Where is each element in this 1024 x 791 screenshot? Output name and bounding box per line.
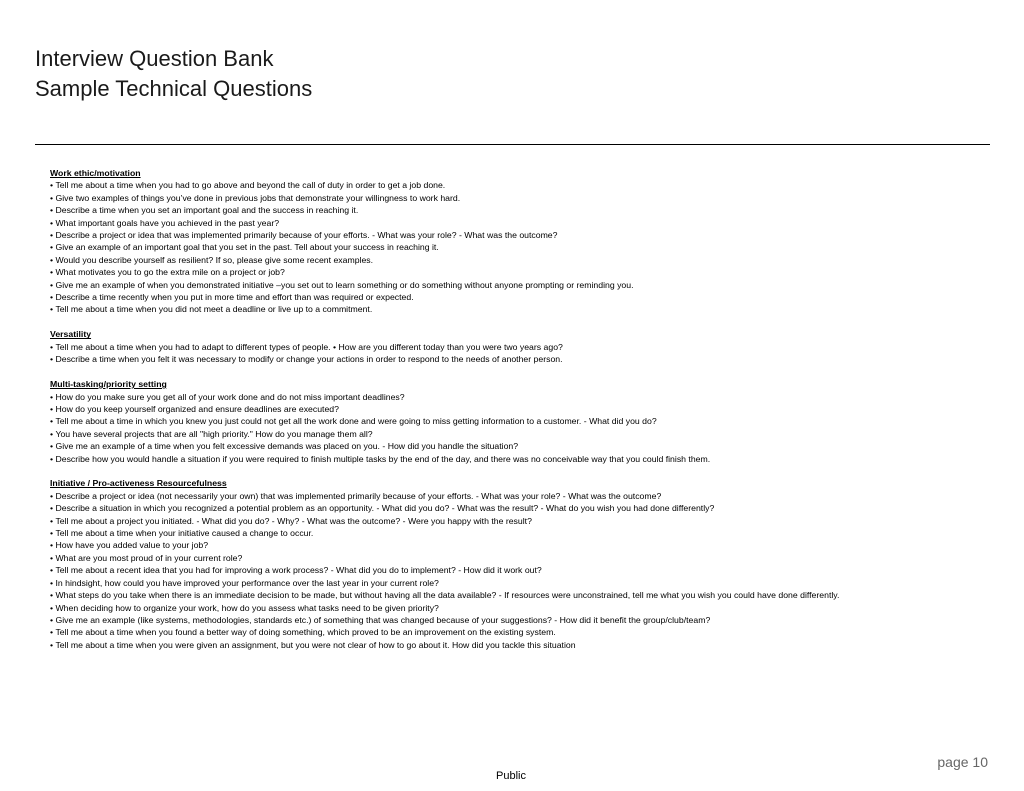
page-subtitle: Sample Technical Questions xyxy=(35,76,313,101)
question-item: • Tell me about a time when you were given an assignment, but you were not clear of how to go about it. How did you tackle this situation xyxy=(50,639,990,651)
section-heading: Multi-tasking/priority setting xyxy=(50,379,167,390)
question-item: • How do you make sure you get all of your work done and do not miss important deadlines? xyxy=(50,391,990,403)
question-item: • How do you keep yourself organized and ensure deadlines are executed? xyxy=(50,403,990,415)
question-item: • Describe how you would handle a situation if you were required to finish multiple tasks by the end of the day, and there was no conceivable way that you could finish them. xyxy=(50,453,990,465)
question-item: • You have several projects that are all "high priority." How do you manage them all? xyxy=(50,428,990,440)
question-item: • Describe a project or idea that was implemented primarily because of your efforts. - What was your role? - What was the outcome? xyxy=(50,229,990,241)
question-item: • Tell me about a project you initiated. - What did you do? - Why? - What was the outcome? - Were you happy with the result? xyxy=(50,515,990,527)
question-item: • Tell me about a time in which you knew you just could not get all the work done and were going to miss getting information to a customer. - What did you do? xyxy=(50,415,990,427)
question-item: • Describe a time when you felt it was necessary to modify or change your actions in order to respond to the needs of another person. xyxy=(50,353,990,365)
section-initiative xyxy=(50,477,990,651)
page-title: Interview Question Bank xyxy=(35,46,274,71)
question-item: • Give an example of an important goal that you set in the past. Tell about your success in reaching it. xyxy=(50,241,990,253)
title-divider xyxy=(35,144,990,145)
question-item: • How have you added value to your job? xyxy=(50,539,990,551)
question-item: • Give me an example of when you demonstrated initiative –you set out to learn something or do something without anyone prompting or reminding you. xyxy=(50,279,990,291)
question-item: • In hindsight, how could you have improved your performance over the last year in your current role? xyxy=(50,577,990,589)
question-item: • Describe a project or idea (not necessarily your own) that was implemented primarily because of your efforts. - What was your role? - What was the outcome? xyxy=(50,490,990,502)
question-item: • Give me an example of a time when you felt excessive demands was placed on you. - How did you handle the situation? xyxy=(50,440,990,452)
question-item: • Tell me about a time when you did not meet a deadline or live up to a commitment. xyxy=(50,303,990,315)
question-item: • Would you describe yourself as resilient? If so, please give some recent examples. xyxy=(50,254,990,266)
section-work-ethic xyxy=(50,167,990,316)
question-item: • What important goals have you achieved in the past year? xyxy=(50,217,990,229)
question-item: • Tell me about a recent idea that you had for improving a work process? - What did you do to implement? - How did it work out? xyxy=(50,564,990,576)
section-heading: Work ethic/motivation xyxy=(50,168,141,178)
question-item: • Describe a situation in which you recognized a potential problem as an opportunity. - What did you do? - What was the result? - What do you wish you had done differently? xyxy=(50,502,990,514)
question-item: • Describe a time when you set an important goal and the success in reaching it. xyxy=(50,204,990,216)
section-multitasking xyxy=(50,378,990,465)
page-number: page 10 xyxy=(937,754,988,770)
question-item: • Tell me about a time when you had to go above and beyond the call of duty in order to get a job done. xyxy=(50,179,990,191)
question-item: • Tell me about a time when you found a better way of doing something, which proved to be an improvement on the existing system. xyxy=(50,626,990,638)
question-item: • Tell me about a time when you had to adapt to different types of people. • How are you different today than you were two years ago? xyxy=(50,341,990,353)
question-item: • When deciding how to organize your work, how do you assess what tasks need to be given priority? xyxy=(50,602,990,614)
section-versatility xyxy=(50,328,990,365)
section-heading: Versatility xyxy=(50,329,92,340)
question-item: • Give me an example (like systems, methodologies, standards etc.) of something that was changed because of your suggestions? - How did it benefit the group/club/team? xyxy=(50,614,990,626)
section-heading: Initiative / Pro-activeness Resourcefulness xyxy=(50,478,227,489)
question-item: • Tell me about a time when your initiative caused a change to occur. xyxy=(50,527,990,539)
page-title-block xyxy=(35,44,312,104)
question-item: • Describe a time recently when you put in more time and effort than was required or expected. xyxy=(50,291,990,303)
question-item: • What are you most proud of in your current role? xyxy=(50,552,990,564)
question-list xyxy=(50,167,990,664)
classification-label: Public xyxy=(496,770,526,782)
question-item: • What motivates you to go the extra mile on a project or job? xyxy=(50,266,990,278)
question-item: • Give two examples of things you’ve done in previous jobs that demonstrate your willingness to work hard. xyxy=(50,192,990,204)
question-item: • What steps do you take when there is an immediate decision to be made, but without having all the data available? - If resources were unconstrained, tell me what you wish you could have done differently. xyxy=(50,589,990,601)
